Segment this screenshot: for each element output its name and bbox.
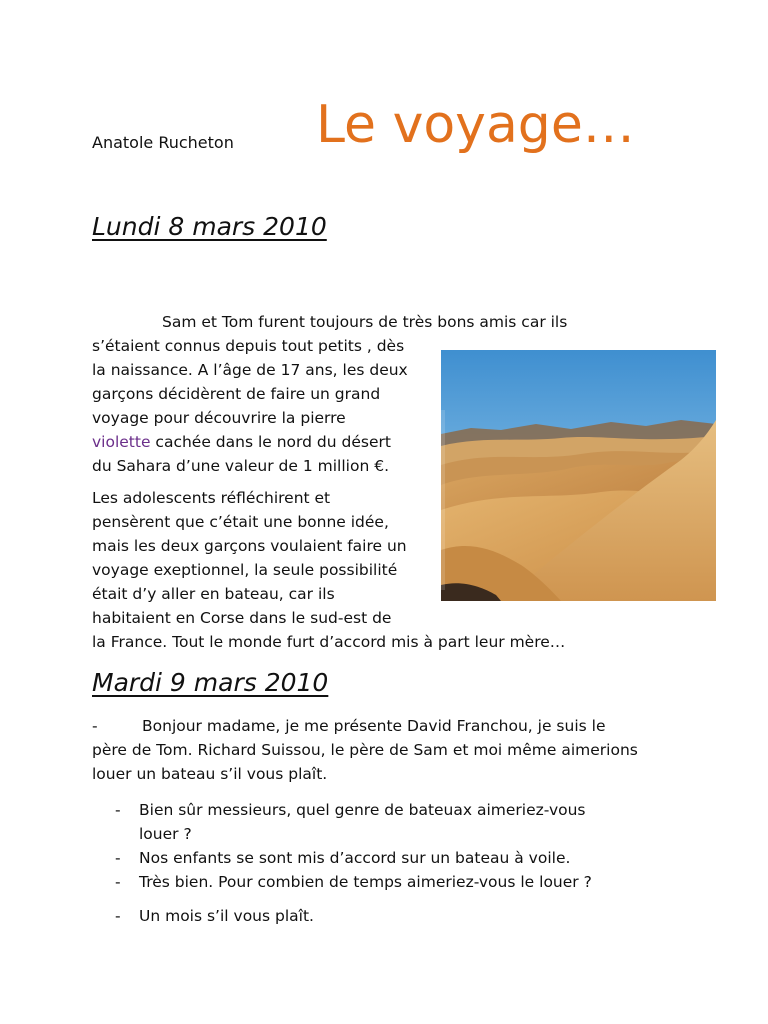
desert-photo [441, 350, 716, 601]
paragraph-line: mais les deux garçons voulaient faire un [92, 537, 407, 555]
dialog-line [92, 714, 638, 738]
dialog-paragraph [92, 714, 638, 786]
paragraph-line: pensèrent que c’était une bonne idée, [92, 513, 389, 531]
paragraph-line: voyage exeptionnel, la seule possibilité [92, 561, 398, 579]
paragraph-line: du Sahara d’une valeur de 1 million €. [92, 457, 389, 475]
list-item-text: Nos enfants se sont mis d’accord sur un bateau à voile. [139, 849, 571, 867]
dialog-text: Bonjour madame, je me présente David Franchou, je suis le [142, 717, 606, 735]
list-item-text: Un mois s’il vous plaît. [139, 907, 314, 925]
list-bullet: - [115, 907, 121, 925]
list-item [115, 870, 592, 894]
violet-word: violette [92, 433, 151, 451]
list-item [115, 904, 592, 928]
date-heading-monday: Lundi 8 mars 2010 [92, 212, 327, 241]
list-item-continuation: louer ? [139, 825, 192, 843]
paragraph-line: était d’y aller en bateau, car ils [92, 585, 335, 603]
list-bullet: - [115, 849, 121, 867]
list-item [115, 846, 592, 870]
dialog-dash: - [92, 717, 98, 735]
paragraph-line-rest: cachée dans le nord du désert [150, 433, 391, 451]
list-item-text: Très bien. Pour combien de temps aimeriez-vous le louer ? [139, 873, 592, 891]
author-name: Anatole Rucheton [92, 133, 234, 152]
paragraph-line: garçons décidèrent de faire un grand [92, 385, 381, 403]
dialog-list [115, 798, 592, 928]
paragraph-line: s’étaient connus depuis tout petits , dès [92, 337, 405, 355]
list-item [115, 798, 592, 822]
paragraph-line: Les adolescents réfléchirent et [92, 489, 331, 507]
list-item-text: Bien sûr messieurs, quel genre de bateuax aimeriez-vous [139, 801, 586, 819]
paragraph-line: la naissance. A l’âge de 17 ans, les deux [92, 361, 408, 379]
dialog-line: père de Tom. Richard Suissou, le père de Sam et moi même aimerions [92, 741, 638, 759]
paragraph-line: voyage pour découvrire la pierre [92, 409, 346, 427]
list-bullet: - [115, 801, 121, 819]
paragraph-line: habitaient en Corse dans le sud-est de [92, 609, 392, 627]
list-bullet: - [115, 873, 121, 891]
paragraph-line: Sam et Tom furent toujours de très bons amis car ils [162, 313, 568, 331]
page-title: Le voyage… [316, 95, 635, 155]
date-heading-tuesday: Mardi 9 mars 2010 [92, 668, 329, 697]
dialog-line: louer un bateau s’il vous plaît. [92, 765, 328, 783]
paragraph-line: la France. Tout le monde furt d’accord mis à part leur mère… [92, 633, 566, 651]
